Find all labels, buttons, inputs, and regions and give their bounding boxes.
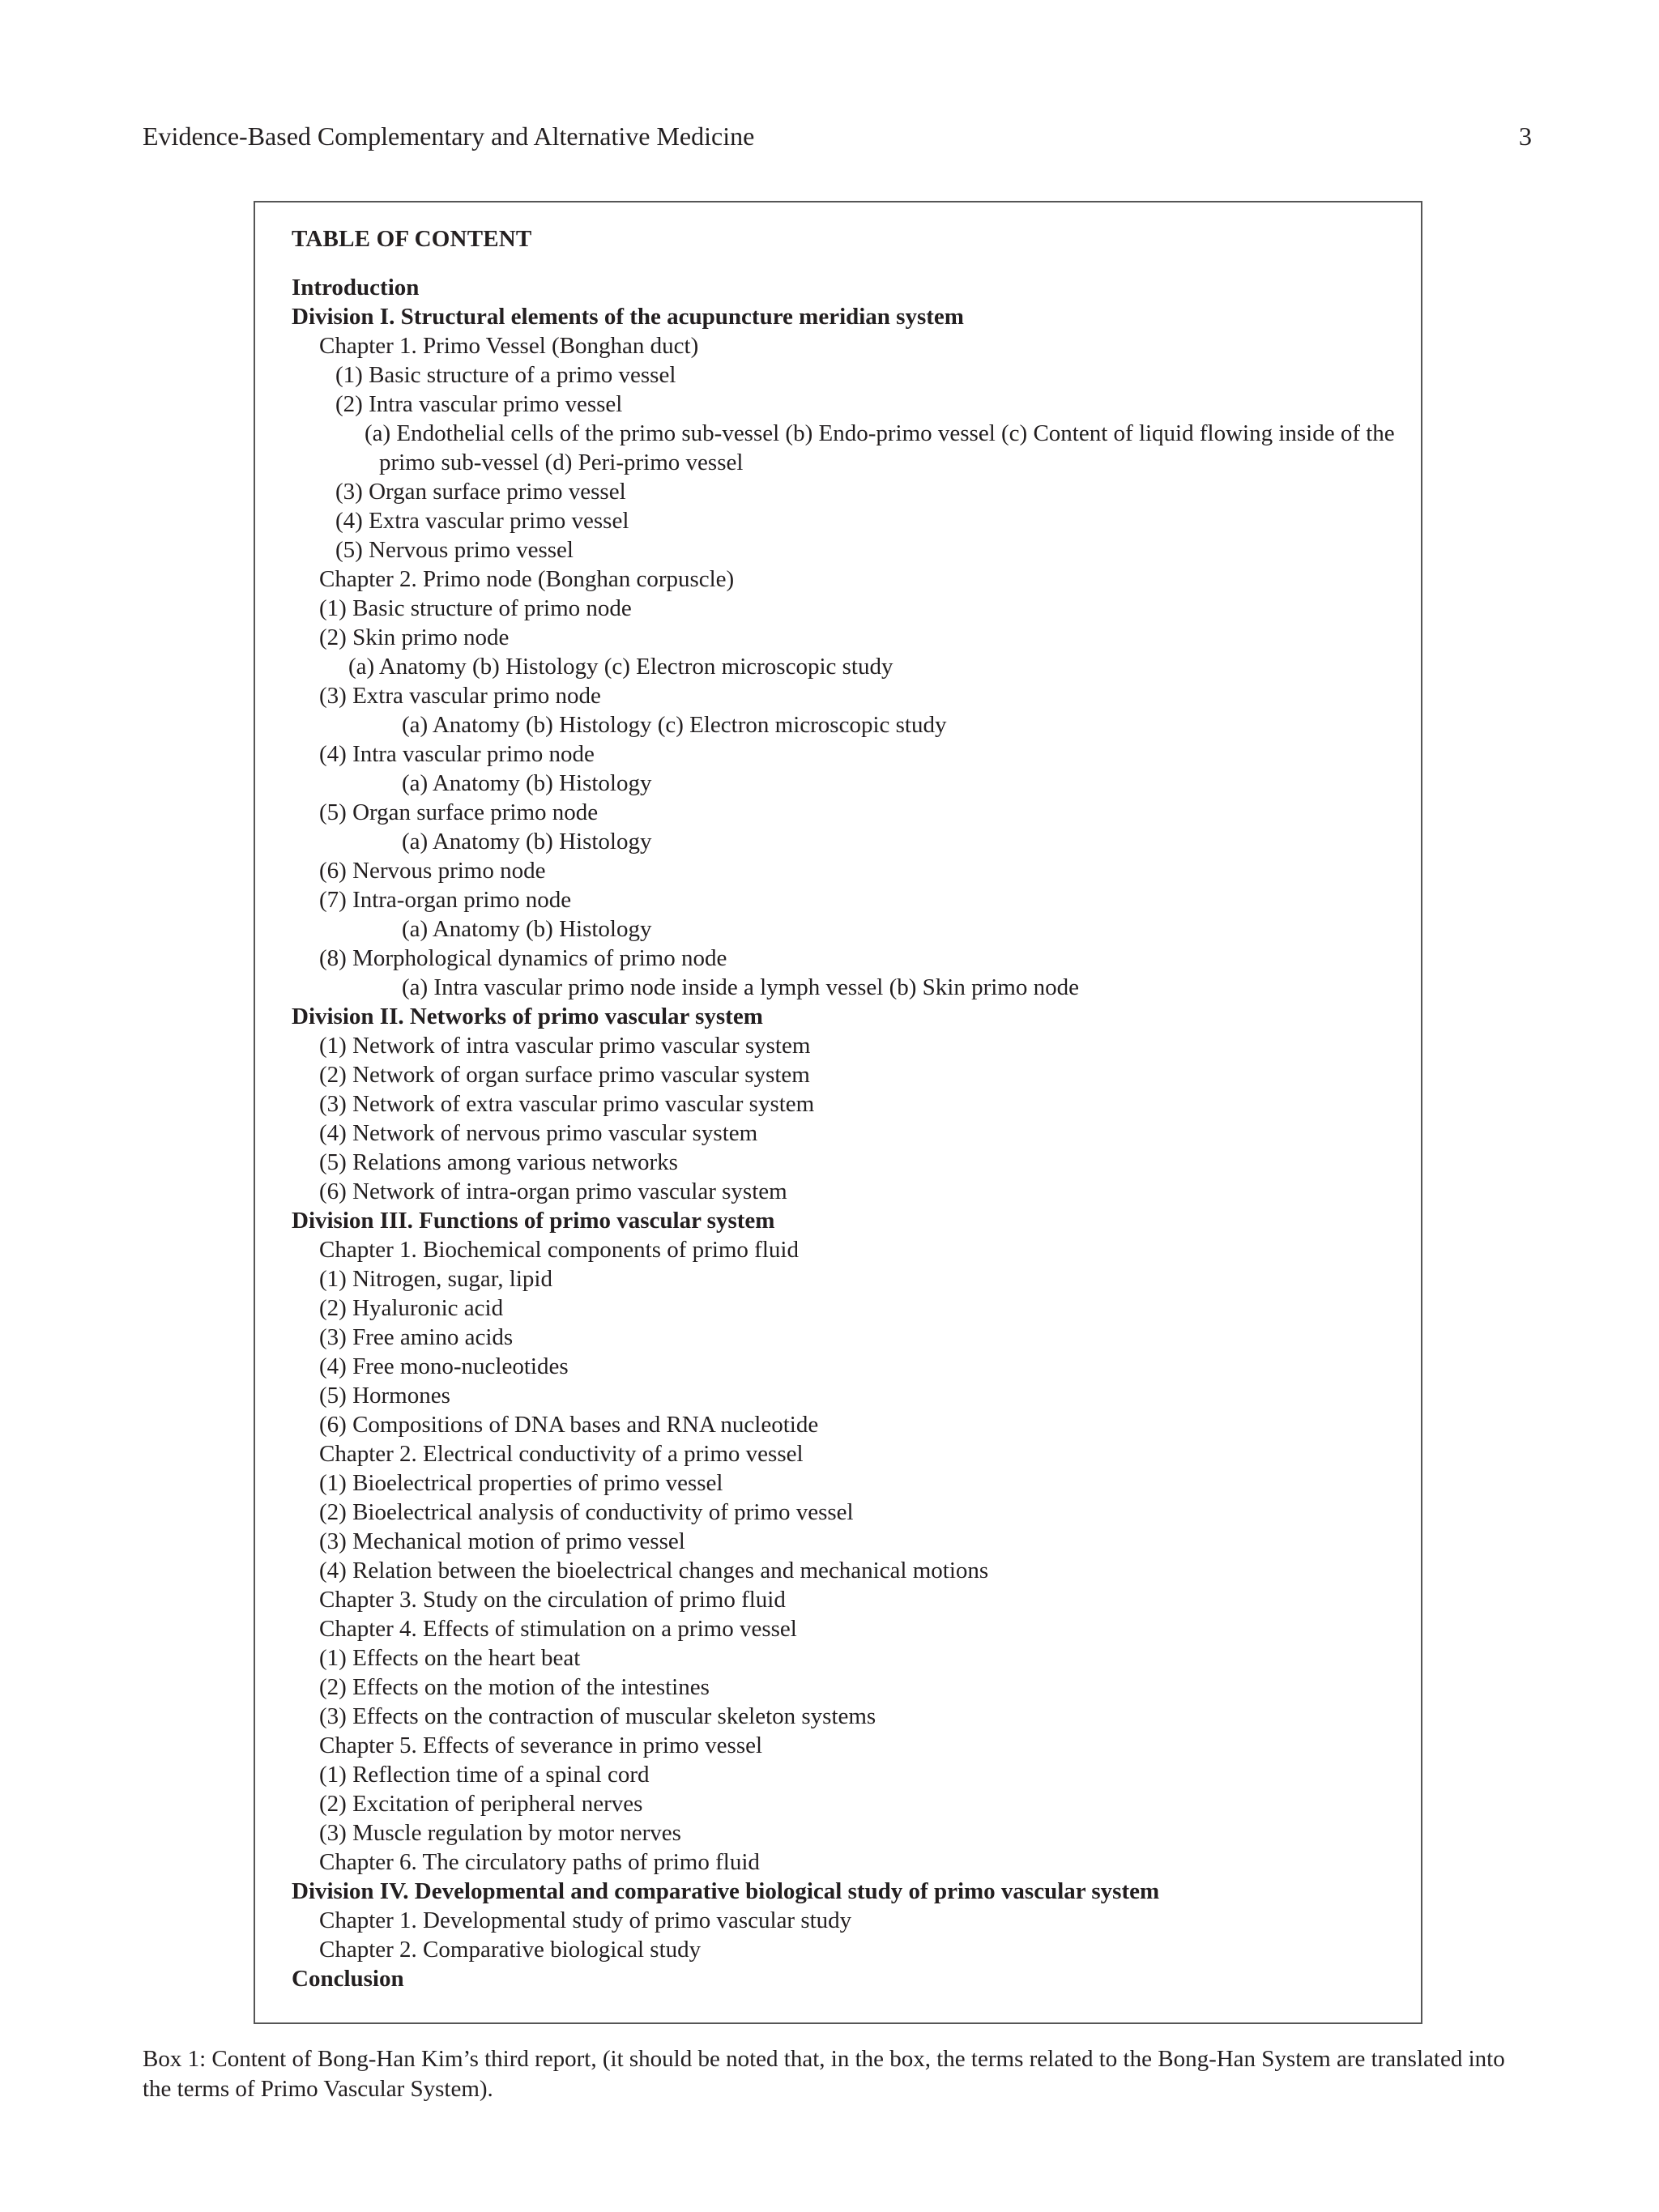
toc-entry: (3) Extra vascular primo node — [319, 683, 601, 709]
toc-entry: (5) Organ surface primo node — [319, 799, 599, 825]
toc-entry: (1) Effects on the heart beat — [319, 1645, 581, 1671]
toc-entry: (2) Network of organ surface primo vascular system — [319, 1062, 810, 1088]
toc-entry: (4) Network of nervous primo vascular system — [319, 1120, 758, 1146]
toc-entry: (a) Intra vascular primo node inside a lymph vessel (b) Skin primo node — [402, 974, 1079, 1000]
toc-entry: (3) Effects on the contraction of muscular skeleton systems — [319, 1703, 876, 1729]
toc-entry: Chapter 2. Primo node (Bonghan corpuscle) — [319, 566, 735, 592]
toc-entry: (4) Intra vascular primo node — [319, 741, 595, 767]
toc-entry: (a) Endothelial cells of the primo sub-vessel (b) Endo-primo vessel (c) Content of liquid flowing inside of the primo sub-vessel (d) Peri-primo vessel — [365, 420, 1395, 475]
toc-section-heading: Division I. Structural elements of the acupuncture meridian system — [292, 304, 964, 330]
toc-entry: (5) Hormones — [319, 1383, 450, 1409]
toc-section-heading: Conclusion — [292, 1966, 404, 1992]
toc-entry: Chapter 2. Comparative biological study — [319, 1937, 702, 1963]
toc-entry: (3) Mechanical motion of primo vessel — [319, 1528, 685, 1554]
toc-list — [292, 224, 1410, 1993]
toc-entry: Chapter 4. Effects of stimulation on a primo vessel — [319, 1616, 797, 1642]
toc-entry: (2) Hyaluronic acid — [319, 1295, 504, 1321]
toc-entry: (2) Bioelectrical analysis of conductivity of primo vessel — [319, 1499, 854, 1525]
toc-entry: (3) Muscle regulation by motor nerves — [319, 1820, 681, 1846]
toc-entry: (5) Relations among various networks — [319, 1149, 678, 1175]
toc-entry: (2) Intra vascular primo vessel — [335, 391, 623, 417]
toc-entry: (5) Nervous primo vessel — [335, 537, 574, 563]
journal-title: Evidence-Based Complementary and Alternative Medicine — [143, 121, 755, 151]
toc-entry: Chapter 1. Developmental study of primo vascular study — [319, 1907, 852, 1933]
box-caption: Box 1: Content of Bong-Han Kim’s third report, (it should be noted that, in the box, the terms related to the Bong-Han System are translated into the terms of Primo Vascular System). — [143, 2046, 1505, 2102]
toc-section-heading: Division III. Functions of primo vascular system — [292, 1208, 775, 1234]
toc-entry: (8) Morphological dynamics of primo node — [319, 945, 727, 971]
toc-entry: (a) Anatomy (b) Histology — [402, 916, 652, 942]
toc-entry: Chapter 5. Effects of severance in primo vessel — [319, 1733, 763, 1758]
toc-entry: (4) Relation between the bioelectrical changes and mechanical motions — [319, 1558, 989, 1583]
toc-entry: (6) Nervous primo node — [319, 858, 546, 884]
toc-entry: (2) Effects on the motion of the intestines — [319, 1674, 710, 1700]
toc-entry: Chapter 1. Biochemical components of primo fluid — [319, 1237, 799, 1263]
toc-entry: (3) Organ surface primo vessel — [335, 479, 626, 505]
toc-section-heading: Division II. Networks of primo vascular system — [292, 1004, 763, 1029]
toc-lines — [292, 273, 1410, 1993]
content-box — [254, 201, 1422, 2024]
toc-entry: Chapter 3. Study on the circulation of primo fluid — [319, 1587, 786, 1613]
toc-entry: (1) Reflection time of a spinal cord — [319, 1762, 650, 1788]
toc-entry: (6) Network of intra-organ primo vascular system — [319, 1178, 787, 1204]
toc-entry: (a) Anatomy (b) Histology — [402, 770, 652, 796]
toc-entry: (a) Anatomy (b) Histology — [402, 829, 652, 855]
toc-entry: (3) Free amino acids — [319, 1324, 514, 1350]
toc-entry: Chapter 6. The circulatory paths of primo fluid — [319, 1849, 760, 1875]
toc-entry: (3) Network of extra vascular primo vascular system — [319, 1091, 815, 1117]
toc-section-heading: Division IV. Developmental and comparative biological study of primo vascular system — [292, 1878, 1160, 1904]
toc-entry: (a) Anatomy (b) Histology (c) Electron microscopic study — [348, 654, 893, 680]
toc-entry: (a) Anatomy (b) Histology (c) Electron microscopic study — [402, 712, 947, 738]
toc-entry: (1) Bioelectrical properties of primo vessel — [319, 1470, 723, 1496]
toc-entry: (2) Skin primo node — [319, 624, 510, 650]
toc-entry: (1) Basic structure of primo node — [319, 595, 632, 621]
toc-entry: (1) Network of intra vascular primo vascular system — [319, 1033, 811, 1059]
toc-entry: (6) Compositions of DNA bases and RNA nucleotide — [319, 1412, 819, 1438]
toc-entry: Chapter 2. Electrical conductivity of a primo vessel — [319, 1441, 804, 1467]
toc-entry: (1) Nitrogen, sugar, lipid — [319, 1266, 552, 1292]
toc-heading: TABLE OF CONTENT — [292, 226, 532, 252]
toc-entry: (4) Extra vascular primo vessel — [335, 508, 629, 534]
toc-entry: (1) Basic structure of a primo vessel — [335, 362, 676, 388]
toc-entry: (2) Excitation of peripheral nerves — [319, 1791, 643, 1817]
toc-entry: (7) Intra-organ primo node — [319, 887, 572, 913]
toc-entry: (4) Free mono-nucleotides — [319, 1353, 569, 1379]
toc-entry: Chapter 1. Primo Vessel (Bonghan duct) — [319, 333, 699, 359]
page-number: 3 — [1519, 121, 1532, 151]
toc-section-heading: Introduction — [292, 275, 420, 300]
